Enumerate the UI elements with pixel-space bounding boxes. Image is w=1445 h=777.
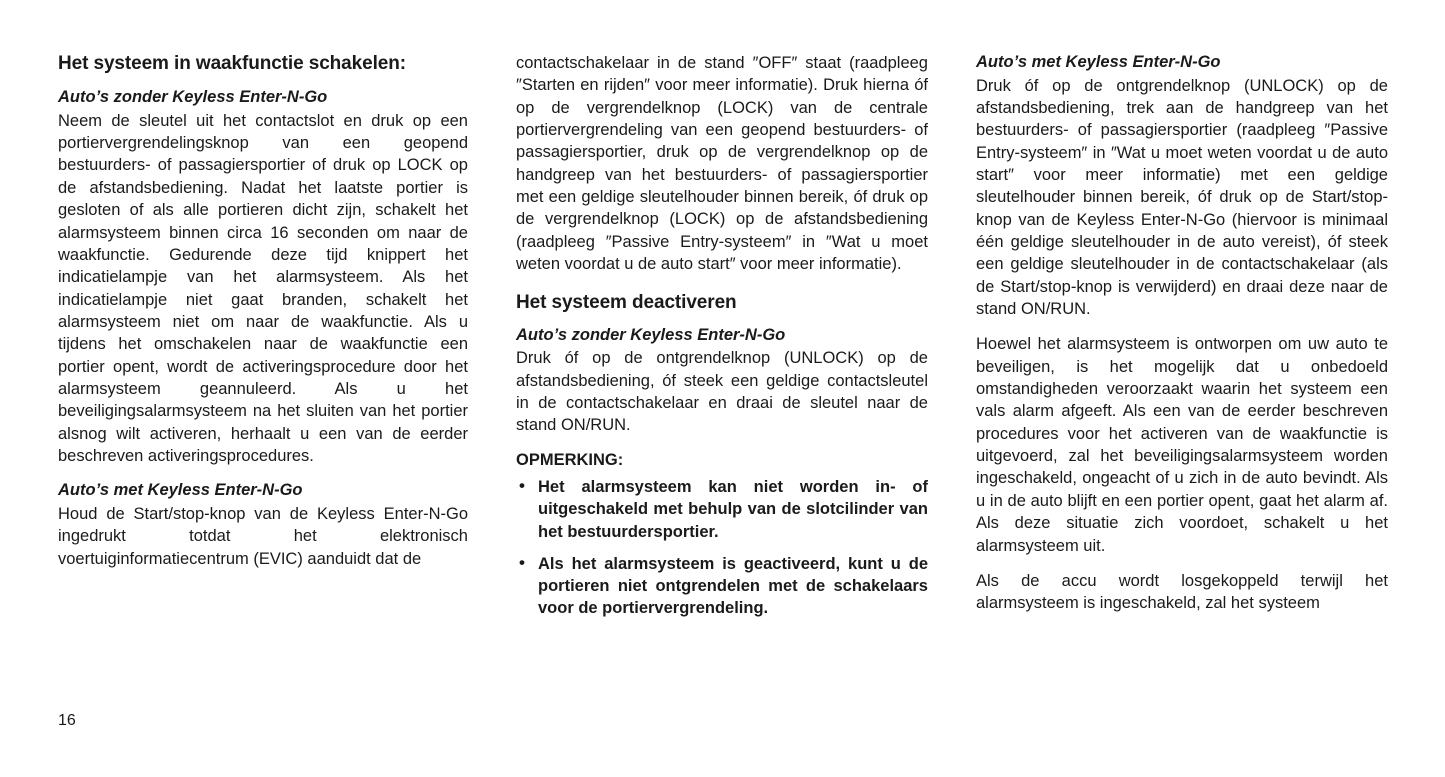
- list-item: • Het alarmsysteem kan niet worden in- of uitgeschakeld met behulp van de slotcilinder van het bestuurdersportier.: [516, 476, 928, 543]
- left-column: [58, 52, 468, 672]
- right-paragraph-1: Druk óf op de ontgrendelknop (UNLOCK) op de afstandsbediening, trek aan de handgreep van het bestuurders- of passagiersportier (raadpleeg ″Passive Entry-systeem″ in ″Wat u moet weten voordat u de auto start″ voor meer informatie) met een geldige sleutelhouder binnen bereik, óf druk op de Start/stop-knop van de Keyless Enter-N-Go (hiervoor is minimaal één geldige sleutelhouder in de auto vereist), óf steek een geldige sleutelhouder in de contactschakelaar (als de Start/stop-knop is verwijderd) en draai deze naar de stand ON/RUN.: [976, 76, 1388, 319]
- middle-subheading-without-keyless: Auto’s zonder Keyless Enter-N-Go: [516, 325, 786, 344]
- right-subheading-with-keyless: Auto’s met Keyless Enter-N-Go: [976, 53, 1221, 71]
- right-paragraph-2: Hoewel het alarmsysteem is ontworpen om uw auto te beveiligen, is het mogelijk dat u onbedoeld omstandigheden veroorzaakt waarin het systeem een vals alarm afgeeft. Als een van de eerder beschreven procedures voor het activeren van de waakfunctie is uitgevoerd, zal het beveiligingsalarmsysteem worden ingeschakeld, ongeacht of u zich in de auto bevindt. Als u in de auto blijft en een portier opent, gaat het alarm af. Als deze situatie zich voordoet, schakelt u het alarmsysteem uit.: [976, 335, 1388, 555]
- middle-paragraph-1: contactschakelaar in de stand ″OFF″ staat (raadpleeg ″Starten en rijden″ voor meer informatie). Druk hierna óf op de vergrendelknop (LOCK) van de centrale portiervergrendeling van een geopend bestuurders- of passagiersportier, druk op de vergrendelknop op de handgreep van het bestuurders- of passagiersportier met een geldige sleutelhouder binnen bereik, óf druk op de vergrendelknop (LOCK) op de afstandsbediening (raadpleeg ″Passive Entry-systeem″ in ″Wat u moet weten voordat u de auto start″ voor meer informatie).: [516, 54, 928, 274]
- left-paragraph-1: Neem de sleutel uit het contactslot en druk op een portiervergrendelingsknop van een geopend bestuurders- of passagiersportier of druk op LOCK op de afstandsbediening. Nadat het laatste portier is gesloten of als alle portieren dicht zijn, schakelt het alarmsysteem binnen circa 16 seconden om naar de waakfunctie. Gedurende deze tijd knippert het indicatielampje van het alarmsysteem. Als het indicatielampje niet gaat branden, schakelt het alarmsysteem niet om naar de waakfunctie. Als u tijdens het omschakelen naar de waakfunctie een portier opent, wordt de activeringsprocedure door het alarmsysteem geannuleerd. Als u het beveiligingsalarmsysteem na het sluiten van het portier alsnog wilt activeren, herhaalt u een van de eerder beschreven activeringsprocedures.: [58, 111, 468, 465]
- list-item: • Als het alarmsysteem is geactiveerd, kunt u de portieren niet ontgrendelen met de schakelaars voor de portiervergrendeling.: [516, 553, 928, 620]
- note-label: OPMERKING:: [516, 450, 624, 469]
- middle-section-heading: Het systeem deactiveren: [516, 292, 737, 314]
- middle-column: [516, 52, 928, 672]
- page-number: 16: [58, 712, 76, 729]
- right-column: [976, 52, 1388, 672]
- left-subheading-without-keyless: Auto’s zonder Keyless Enter-N-Go: [58, 88, 328, 107]
- left-paragraph-2: Houd de Start/stop-knop van de Keyless Enter-N-Go ingedrukt totdat het elektronisch voertuiginformatiecentrum (EVIC) aanduidt dat de: [58, 504, 468, 568]
- note-bullet-list: [516, 476, 928, 620]
- left-subheading-with-keyless: Auto’s met Keyless Enter-N-Go: [58, 481, 303, 500]
- page-columns: [58, 52, 1387, 672]
- left-section-heading: Het systeem in waakfunctie schakelen:: [58, 53, 406, 74]
- middle-paragraph-2: Druk óf op de ontgrendelknop (UNLOCK) op de afstandsbediening, óf steek een geldige contactsleutel in de contactschakelaar en draai de sleutel naar de stand ON/RUN.: [516, 349, 928, 435]
- right-paragraph-3: Als de accu wordt losgekoppeld terwijl het alarmsysteem is ingeschakeld, zal het systeem: [976, 571, 1388, 613]
